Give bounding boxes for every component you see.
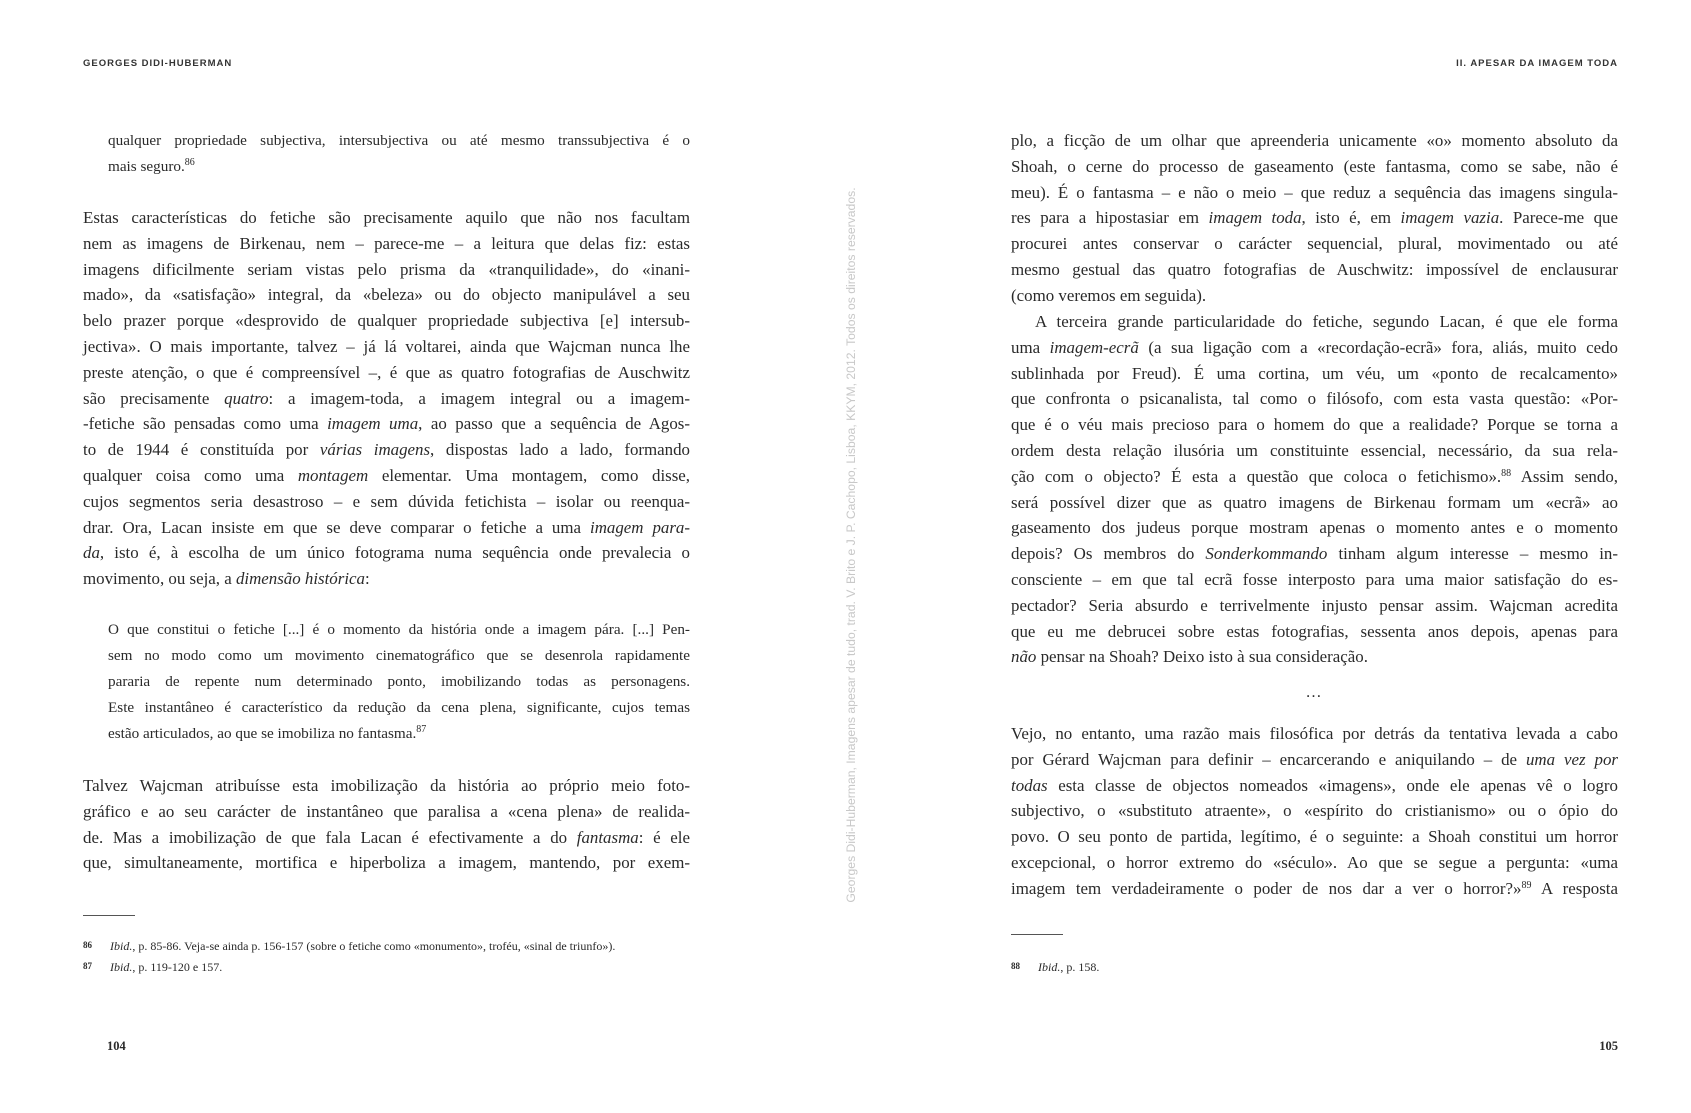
text-run: preste atenção, o que é compreensível –, é que as quatro fotografias de Auschwitz xyxy=(83,362,690,382)
footnote-ibid: Ibid. xyxy=(1038,960,1061,974)
text-line xyxy=(1011,464,1618,490)
text-line xyxy=(83,825,690,851)
text-run: . Parece-me que xyxy=(1499,208,1619,228)
text-line xyxy=(1011,309,1618,335)
text-line xyxy=(83,282,690,308)
text-line xyxy=(1011,335,1618,361)
text-run: povo. O seu ponto de partida, legítimo, é o seguinte: a Shoah constitui um horror xyxy=(1011,827,1618,847)
text-line xyxy=(1011,386,1618,412)
text-run: : é ele xyxy=(638,827,690,847)
text-line xyxy=(83,566,690,592)
italic-run: quatro xyxy=(224,388,269,408)
footnote-text: , p. 158. xyxy=(1060,960,1100,974)
text-line xyxy=(1011,824,1618,850)
text-run: pectador? Seria absurdo e terrivelmente injusto pensar assim. Wajcman acredita xyxy=(1011,595,1618,615)
text-run: por Gérard Wajcman para definir – encarcerando e aniquilando – de xyxy=(1011,749,1526,769)
footnote-ref: 89 xyxy=(1521,879,1532,891)
text-line xyxy=(83,489,690,515)
text-line xyxy=(1011,541,1618,567)
italic-run: Sonderkommando xyxy=(1205,544,1328,564)
text-run: drar. Ora, Lacan insiste em que se deve comparar o fetiche a uma xyxy=(83,517,590,537)
text-run: , isto é, em xyxy=(1301,208,1401,228)
text-run: subjectivo, o «substituto atraente», o «espírito do cristianismo» ou o ópio do xyxy=(1011,801,1618,821)
footnote-rule-right xyxy=(1011,934,1063,935)
text-run: : xyxy=(364,569,370,589)
text-line xyxy=(108,154,690,180)
paragraph xyxy=(1011,309,1618,670)
footnote-88 xyxy=(1011,960,1099,975)
text-run: Shoah, o cerne do processo de gaseamento (este fantasma, como se sabe, não é xyxy=(1011,156,1618,176)
text-line xyxy=(108,617,690,643)
section-break: … xyxy=(1305,684,1324,701)
footnote-number: 86 xyxy=(83,940,92,950)
text-line xyxy=(1011,283,1618,309)
text-run: , dispostas lado a lado, formando xyxy=(430,440,690,460)
page-number-right: 105 xyxy=(1599,1039,1618,1053)
text-line xyxy=(83,257,690,283)
text-run: Vejo, no entanto, uma razão mais filosófica por detrás da tentativa levada a cabo xyxy=(1011,724,1618,743)
italic-run: imagem uma xyxy=(327,414,419,434)
text-line xyxy=(83,360,690,386)
text-run: elementar. Uma montagem, como disse, xyxy=(368,465,691,485)
italic-run: dimensão histórica xyxy=(235,569,365,589)
running-head-right: II. APESAR DA IMAGEM TODA xyxy=(1456,58,1618,69)
text-line xyxy=(1011,619,1618,645)
text-line xyxy=(83,231,690,257)
running-head-left: GEORGES DIDI-HUBERMAN xyxy=(83,58,233,69)
text-line xyxy=(108,128,690,154)
text-line xyxy=(83,437,690,463)
footnote-rule-left xyxy=(83,915,135,916)
italic-run: imagem-ecrã xyxy=(1049,337,1139,357)
text-line xyxy=(1011,798,1618,824)
text-line xyxy=(83,308,690,334)
italic-run: não xyxy=(1011,647,1037,667)
text-run: qualquer coisa como uma xyxy=(83,465,298,485)
text-run: mado», da «satisfação» integral, da «beleza» ou do objecto manipulável a seu xyxy=(83,285,690,305)
text-line xyxy=(1011,128,1618,154)
italic-run: uma vez por xyxy=(1525,749,1618,769)
text-run: mesmo gestual das quatro fotografias de Auschwitz: impossível de enclausurar xyxy=(1011,259,1618,279)
text-run: Talvez Wajcman atribuísse esta imobilização da história ao próprio meio foto- xyxy=(83,776,690,795)
text-run: gaseamento dos judeus porque mostram apenas o momento antes e o momento xyxy=(1011,518,1618,538)
text-run: imagem tem verdadeiramente o poder de nos dar a ver o horror?» xyxy=(1011,878,1522,898)
text-run: plo, a ficção de um olhar que apreenderia unicamente «o» momento absoluto da xyxy=(1011,131,1618,150)
text-line xyxy=(83,773,690,799)
footnote-number: 87 xyxy=(83,961,92,971)
text-run: Este instantâneo é característico da redução da cena plena, significante, cujos temas xyxy=(108,699,690,716)
text-run: movimento, ou seja, a xyxy=(83,569,236,589)
text-run: que confronta o psicanalista, tal como o filósofo, com esta vasta questão: «Por- xyxy=(1011,389,1618,409)
text-run: jectiva». O mais importante, talvez – já lá voltarei, ainda que Wajcman nunca lhe xyxy=(83,336,690,356)
text-line xyxy=(1011,231,1618,257)
text-line xyxy=(83,386,690,412)
text-run: pensar na Shoah? Deixo isto à sua consideração. xyxy=(1036,647,1368,667)
footnote-86 xyxy=(83,939,615,954)
text-line xyxy=(83,515,690,541)
text-line xyxy=(83,540,690,566)
footnote-ibid: Ibid. xyxy=(110,939,133,953)
text-line xyxy=(1011,876,1618,902)
text-run: Estas características do fetiche são precisamente aquilo que não nos facultam xyxy=(83,208,690,227)
text-line xyxy=(83,411,690,437)
italic-run: fantasma xyxy=(576,827,639,847)
text-run: tinham algum interesse – mesmo in- xyxy=(1327,544,1618,564)
text-run: O que constitui o fetiche [...] é o momento da história onde a imagem pára. [...] Pen- xyxy=(108,621,690,638)
text-run: A resposta xyxy=(1531,878,1618,898)
text-run: cujos segmentos seria desastroso – e sem dúvida fetichista – isolar ou reenqua- xyxy=(83,491,690,511)
text-run: esta classe de objectos nomeados «imagens», onde ele apenas vê o logro xyxy=(1047,775,1618,795)
text-line xyxy=(83,205,690,231)
text-line xyxy=(83,463,690,489)
text-line xyxy=(1011,721,1618,747)
text-run: gráfico e ao seu carácter de instantâneo que paralisa a «cena plena» de realida- xyxy=(83,801,690,821)
footnote-text: , p. 85-86. Veja-se ainda p. 156-157 (sobre o fetiche como «monumento», troféu, «sinal de triunfo»). xyxy=(132,939,616,953)
block-quote xyxy=(108,128,690,180)
text-line xyxy=(1011,515,1618,541)
text-run: -fetiche são pensadas como uma xyxy=(83,414,328,434)
text-run: to de 1944 é constituída por xyxy=(83,440,320,460)
text-run: será possível dizer que as quatro imagens de Birkenau formam um «ecrã» ao xyxy=(1011,492,1618,512)
block-quote xyxy=(108,617,690,747)
text-line xyxy=(1011,773,1618,799)
text-run: , isto é, à escolha de um único fotograma numa sequência onde prevalecia o xyxy=(99,543,690,563)
paragraph xyxy=(1011,128,1618,309)
text-run: : a imagem-toda, a imagem integral ou a imagem- xyxy=(268,388,690,408)
text-run: qualquer propriedade subjectiva, intersubjectiva ou até mesmo transsubjectiva é o xyxy=(108,132,690,149)
text-run: pararia de repente num determinado ponto, imobilizando todas as personagens. xyxy=(108,673,690,690)
text-run: consciente – em que tal ecrã fosse interposto para uma maior satisfação do es- xyxy=(1011,569,1618,589)
text-run: (como veremos em seguida). xyxy=(1011,285,1207,305)
text-line xyxy=(108,695,690,721)
text-run: ordem desta relação ilusória um constituinte essencial, necessário, da sua rela- xyxy=(1011,440,1618,460)
text-run: excepcional, o horror extremo do «século». Ao que se segue a pergunta: «uma xyxy=(1011,852,1618,872)
paragraph xyxy=(1011,721,1618,902)
text-run: uma xyxy=(1011,337,1050,357)
text-line xyxy=(108,669,690,695)
text-run: são precisamente xyxy=(83,388,225,408)
text-run: A terceira grande particularidade do fetiche, segundo Lacan, é que ele forma xyxy=(1035,312,1618,331)
text-run: , ao passo que a sequência de Agos- xyxy=(418,414,691,434)
text-run: Assim sendo, xyxy=(1511,466,1618,486)
text-line xyxy=(1011,412,1618,438)
text-run: que é o véu mais precioso para o homem do que a realidade? Porque se torna a xyxy=(1011,415,1618,435)
text-line xyxy=(83,334,690,360)
italic-run: imagem toda xyxy=(1208,208,1302,228)
text-line xyxy=(1011,154,1618,180)
text-line xyxy=(1011,850,1618,876)
text-line xyxy=(108,643,690,669)
text-line xyxy=(1011,438,1618,464)
text-line xyxy=(1011,180,1618,206)
italic-run: imagem para- xyxy=(590,517,690,537)
text-run: procurei antes conservar o carácter sequencial, plural, movimentado ou até xyxy=(1011,234,1618,254)
footnote-number: 88 xyxy=(1011,961,1020,971)
text-line xyxy=(1011,567,1618,593)
text-line xyxy=(1011,205,1618,231)
text-line xyxy=(108,721,690,747)
text-run: mais seguro. xyxy=(108,158,185,175)
italic-run: várias imagens xyxy=(319,440,431,460)
italic-run: imagem vazia xyxy=(1400,208,1500,228)
text-run: meu). É o fantasma – e não o meio – que reduz a sequência das imagens singula- xyxy=(1011,182,1618,202)
copyright-watermark: Georges Didi-Huberman, Imagens apesar de tudo, trad. V. Brito e J. P. Cachopo, Lisboa, KKYM, 2012. Todos os direitos reservados. xyxy=(844,187,858,903)
text-line xyxy=(1011,361,1618,387)
italic-run: montagem xyxy=(297,465,369,485)
italic-run: todas xyxy=(1011,775,1048,795)
text-run: ção com o objecto? É esta a questão que coloca o fetichismo». xyxy=(1011,466,1502,486)
text-line xyxy=(1011,747,1618,773)
footnote-ref: 86 xyxy=(184,157,195,168)
page-number-left: 104 xyxy=(107,1039,126,1053)
text-line xyxy=(1011,593,1618,619)
text-line xyxy=(1011,257,1618,283)
paragraph xyxy=(83,773,690,876)
text-line xyxy=(83,799,690,825)
footnote-ibid: Ibid. xyxy=(110,960,133,974)
paragraph xyxy=(83,205,690,592)
text-run: belo prazer porque «desprovido de qualquer propriedade subjectiva [e] intersub- xyxy=(83,311,690,331)
text-run: que eu me debrucei sobre estas fotografias, sessenta anos depois, apenas para xyxy=(1011,621,1618,641)
text-run: nem as imagens de Birkenau, nem – parece-me – a leitura que delas fiz: estas xyxy=(83,233,690,253)
text-run: estão articulados, ao que se imobiliza no fantasma. xyxy=(108,725,417,742)
text-run: (a sua ligação com a «recordação-ecrã» fora, aliás, muito cedo xyxy=(1138,337,1619,357)
italic-run: da xyxy=(83,543,100,563)
text-line xyxy=(1011,490,1618,516)
footnote-87 xyxy=(83,960,222,975)
text-line xyxy=(1011,644,1618,670)
text-run: que, simultaneamente, mortifica e hiperboliza a imagem, mantendo, por exem- xyxy=(83,853,690,873)
footnote-ref: 88 xyxy=(1501,467,1512,479)
text-run: sublinhada por Freud). É uma cortina, um véu, um «ponto de recalcamento» xyxy=(1011,363,1618,383)
text-line xyxy=(83,850,690,876)
text-run: res para a hipostasiar em xyxy=(1011,208,1209,228)
text-run: imagens dificilmente seriam vistas pelo prisma da «tranquilidade», do «inani- xyxy=(83,259,690,279)
text-run: de. Mas a imobilização de que fala Lacan é efectivamente a do xyxy=(83,827,577,847)
footnote-text: , p. 119-120 e 157. xyxy=(132,960,223,974)
text-run: sem no modo como um movimento cinematográfico que se desenrola rapidamente xyxy=(108,647,690,664)
footnote-ref: 87 xyxy=(416,724,427,735)
text-run: depois? Os membros do xyxy=(1011,544,1206,564)
